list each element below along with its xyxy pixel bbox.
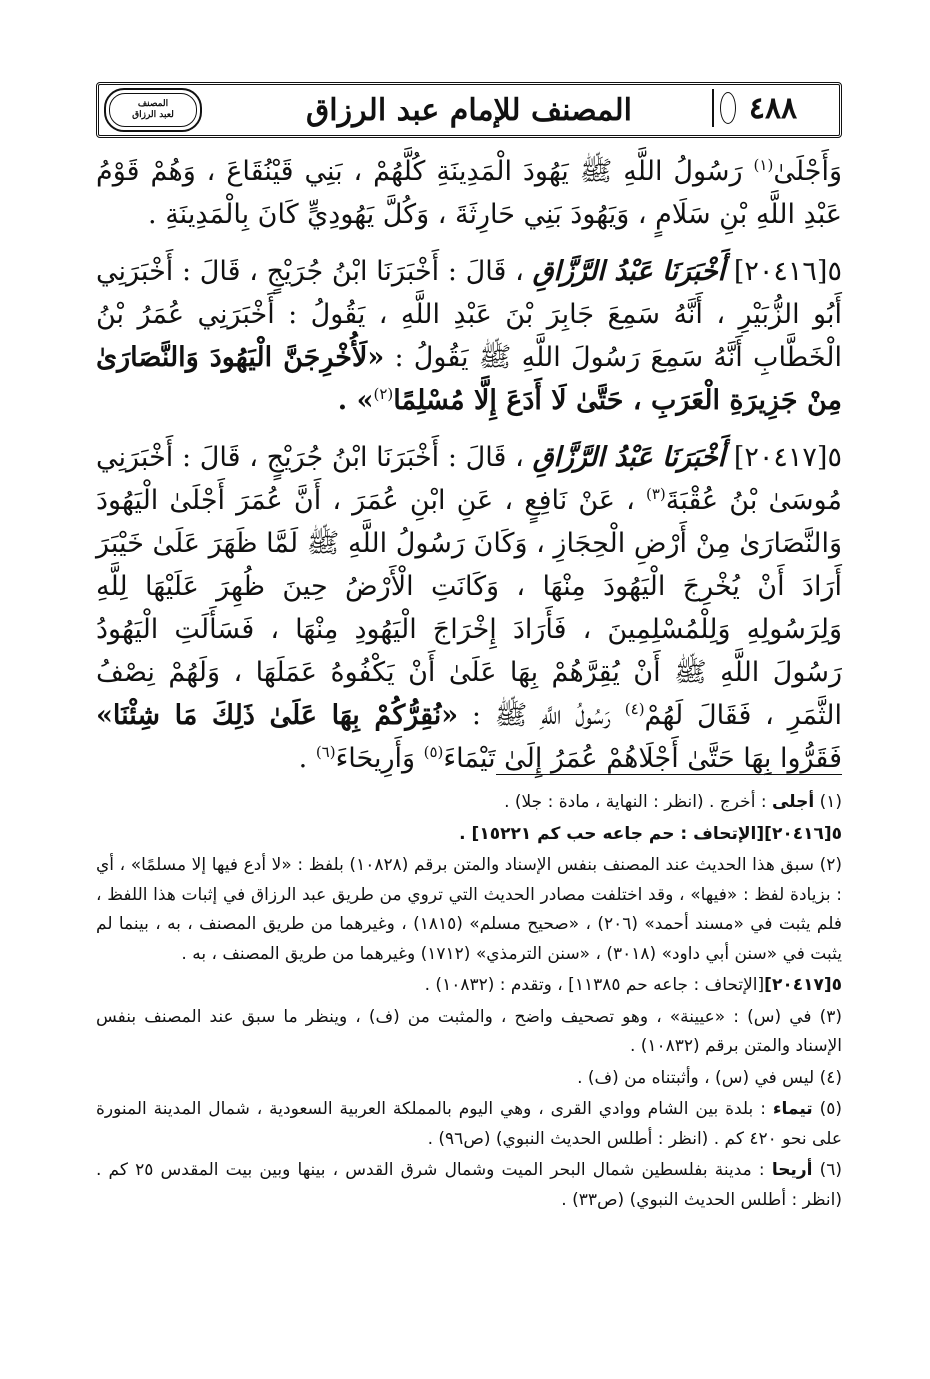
hadith-end: .	[298, 743, 316, 774]
footnote-number: (٦)	[819, 1160, 843, 1180]
page-title: المصنف للإمام عبد الرزاق	[306, 92, 632, 128]
footnotes	[96, 788, 842, 1217]
footnote-text: : مدينة بفلسطين شمال البحر الميت وشمال شرق القدس ، بينها وبين بيت المقدس ٢٥ كم . (انظر : أطلس الحديث النبوي) (ص٣٣) .	[96, 1160, 842, 1210]
footnote-ref-3[interactable]: (٣)	[645, 485, 666, 503]
footnote-divider	[496, 774, 842, 775]
footnote-4	[96, 1064, 842, 1094]
ithaf-ref-20417	[96, 971, 842, 1001]
ornament-icon	[720, 92, 736, 124]
hadith-text-3: رَسُولُ اللَّهِ ﷺ :	[458, 700, 625, 731]
footnote-number: (٢)	[819, 855, 842, 875]
footnote-number: (١)	[819, 792, 842, 812]
page-number-text: ٤٨٨	[748, 90, 798, 126]
footnote-text: سبق هذا الحديث عند المصنف بنفس الإسناد والمتن برقم (١٠٨٢٨) بلفظ : «لا أدع فيها إلا مسلمًا» ، أي : بزيادة لفظ : «فيها» ، وقد اختلفت مصادر الحديث التي تروي من طريق عبد الرزاق في إثبات هذا اللفظ ، فلم يثبت في «مسند أحمد» (٢٠٦) ، «صحيح مسلم» (١٨١٥) ، وغيرهما من طريق المصنف ، به ، بينما لم يثبت في «سنن أبي داود» (٣٠١٨) ، «سنن الترمذي» (١٧١٢) وغيرهما من طريق المصنف ، به .	[96, 855, 842, 964]
p1-text: رَسُولُ اللَّهِ ﷺ يَهُودَ الْمَدِينَةِ كُلَّهُمْ ، بَنِي قَيْنُقَاعَ ، وَهُمْ قَوْمُ عَبْدِ اللَّهِ بْنِ سَلَامٍ ، وَيَهُودَ بَنِي حَارِثَةَ ، وَكُلَّ يَهُودِيٍّ كَانَ بِالْمَدِينَةِ .	[96, 156, 842, 230]
footnote-text: ليس في (س) ، وأثبتناه من (ف) .	[577, 1067, 820, 1088]
footnote-1	[96, 788, 842, 818]
hadith-text-4: فَقَرُّوا بِهَا حَتَّىٰ أَجْلَاهُمْ عُمَرُ إِلَىٰ تَيْمَاءَ	[443, 743, 842, 774]
isnad-lead: أَخْبَرَنَا عَبْدُ الرَّزَّاقِ	[532, 442, 726, 473]
ref-text: [الإتحاف : جاعه حم ١١٣٨٥] ، وتقدم : (١٠٨٣٢) .	[424, 975, 765, 995]
footnote-ref-2[interactable]: (٢)	[373, 385, 394, 403]
footnote-3	[96, 1003, 842, 1062]
hadith-20417	[96, 436, 842, 780]
ithaf-ref-20416	[96, 820, 842, 850]
hadith-text: ، قَالَ : أَخْبَرَنَا ابْنُ جُرَيْجٍ ، قَالَ : أَخْبَرَنِي أَبُو الزُّبَيْرِ ، أَنَّهُ سَمِعَ جَابِرَ بْنَ عَبْدِ اللَّهِ ، يَقُولُ : أَخْبَرَنِي عُمَرُ بْنُ الْخَطَّابِ أَنَّهُ سَمِعَ رَسُولَ اللَّهِ ﷺ يَقُولُ :	[96, 256, 842, 373]
main-text	[96, 150, 842, 794]
hadith-quote: «نُقِرُّكُمْ بِهَا عَلَىٰ ذَلِكَ مَا شِئْنَا»	[96, 700, 459, 731]
paragraph-continuation	[96, 150, 842, 236]
footnote-number: (٣)	[819, 1006, 842, 1027]
footnote-term: أجلى	[771, 792, 815, 812]
footnote-ref-6[interactable]: (٦)	[315, 743, 336, 761]
ref-text: [الإتحاف : حم جاعه حب كم ١٥٢٢١] .	[459, 823, 765, 844]
p1-word: وَأَجْلَىٰ	[773, 156, 842, 187]
footnote-text: : أخرج . (انظر : النهاية ، مادة : جلا) .	[504, 792, 772, 812]
seal-line-1: المصنف	[137, 99, 169, 109]
footnote-ref-1[interactable]: (١)	[753, 156, 774, 174]
footnote-ref-5[interactable]: (٥)	[423, 743, 444, 761]
footnote-6	[96, 1156, 842, 1215]
hadith-number: ٥[٢٠٤١٧]	[733, 442, 842, 473]
ref-id: ٥[٢٠٤١٧]	[764, 975, 842, 995]
book-seal	[104, 88, 202, 132]
hadith-quote: «لَأُخْرِجَنَّ الْيَهُودَ وَالنَّصَارَىٰ مِنْ جَزِيرَةِ الْعَرَبِ ، حَتَّىٰ لَا أَدَعَ إِلَّا مُسْلِمًا	[96, 342, 842, 416]
ref-id: ٥[٢٠٤١٦]	[764, 823, 842, 844]
footnote-number: (٤)	[819, 1067, 842, 1088]
footnote-term: تيماء	[772, 1099, 813, 1119]
footnote-text: في (س) : «عيينة» ، وهو تصحيف واضح ، والمثبت من (ف) ، وينظر ما سبق عند المصنف بنفس الإسناد والمتن برقم (١٠٨٣٢) .	[96, 1006, 842, 1056]
hadith-text-5: وَأَرِيحَاءَ	[335, 743, 424, 774]
hadith-number: ٥[٢٠٤١٦]	[733, 256, 842, 287]
page-number	[712, 89, 832, 127]
hadith-text: ، قَالَ : أَخْبَرَنَا ابْنُ جُرَيْجٍ ، قَالَ : أَخْبَرَنِي مُوسَىٰ بْنُ عُقْبَةَ	[96, 442, 842, 516]
footnote-2	[96, 851, 842, 969]
footnote-number: (٥)	[819, 1099, 842, 1119]
seal-line-2: لعبد الرزاق	[132, 110, 174, 120]
running-header	[96, 82, 842, 138]
isnad-lead: أَخْبَرَنَا عَبْدُ الرَّزَّاقِ	[532, 256, 726, 287]
footnote-term: أريحا	[771, 1160, 813, 1180]
footnote-text: : بلدة بين الشام ووادي القرى ، وهي اليوم بالمملكة العربية السعودية ، شمال المدينة المنورة على نحو ٤٢٠ كم . (انظر : أطلس الحديث النبوي) (ص٩٦) .	[96, 1099, 842, 1149]
hadith-20416	[96, 250, 842, 422]
footnote-ref-4[interactable]: (٤)	[624, 700, 645, 718]
hadith-text-2: ، عَنْ نَافِعٍ ، عَنِ ابْنِ عُمَرَ ، أَنَّ عُمَرَ أَجْلَىٰ الْيَهُودَ وَالنَّصَارَىٰ مِنْ أَرْضِ الْحِجَازِ ، وَكَانَ رَسُولُ اللَّهِ ﷺ لَمَّا ظَهَرَ عَلَىٰ خَيْبَرَ أَرَادَ أَنْ يُخْرِجَ الْيَهُودَ مِنْهَا ، وَكَانَتِ الْأَرْضُ حِينَ ظُهِرَ عَلَيْهَا لِلَّهِ وَلِرَسُولِهِ وَلِلْمُسْلِمِينَ ، فَأَرَادَ إِخْرَاجَ الْيَهُودِ مِنْهَا ، فَسَأَلَتِ الْيَهُودُ رَسُولَ اللَّهِ ﷺ أَنْ يُقِرَّهُمْ بِهَا عَلَىٰ أَنْ يَكْفُوهُ عَمَلَهَا ، وَلَهُمْ نِصْفُ الثَّمَرِ ، فَقَالَ لَهُمْ	[96, 485, 842, 731]
footnote-5	[96, 1095, 842, 1154]
quote-end: » .	[337, 385, 374, 416]
seal-border	[109, 93, 197, 127]
